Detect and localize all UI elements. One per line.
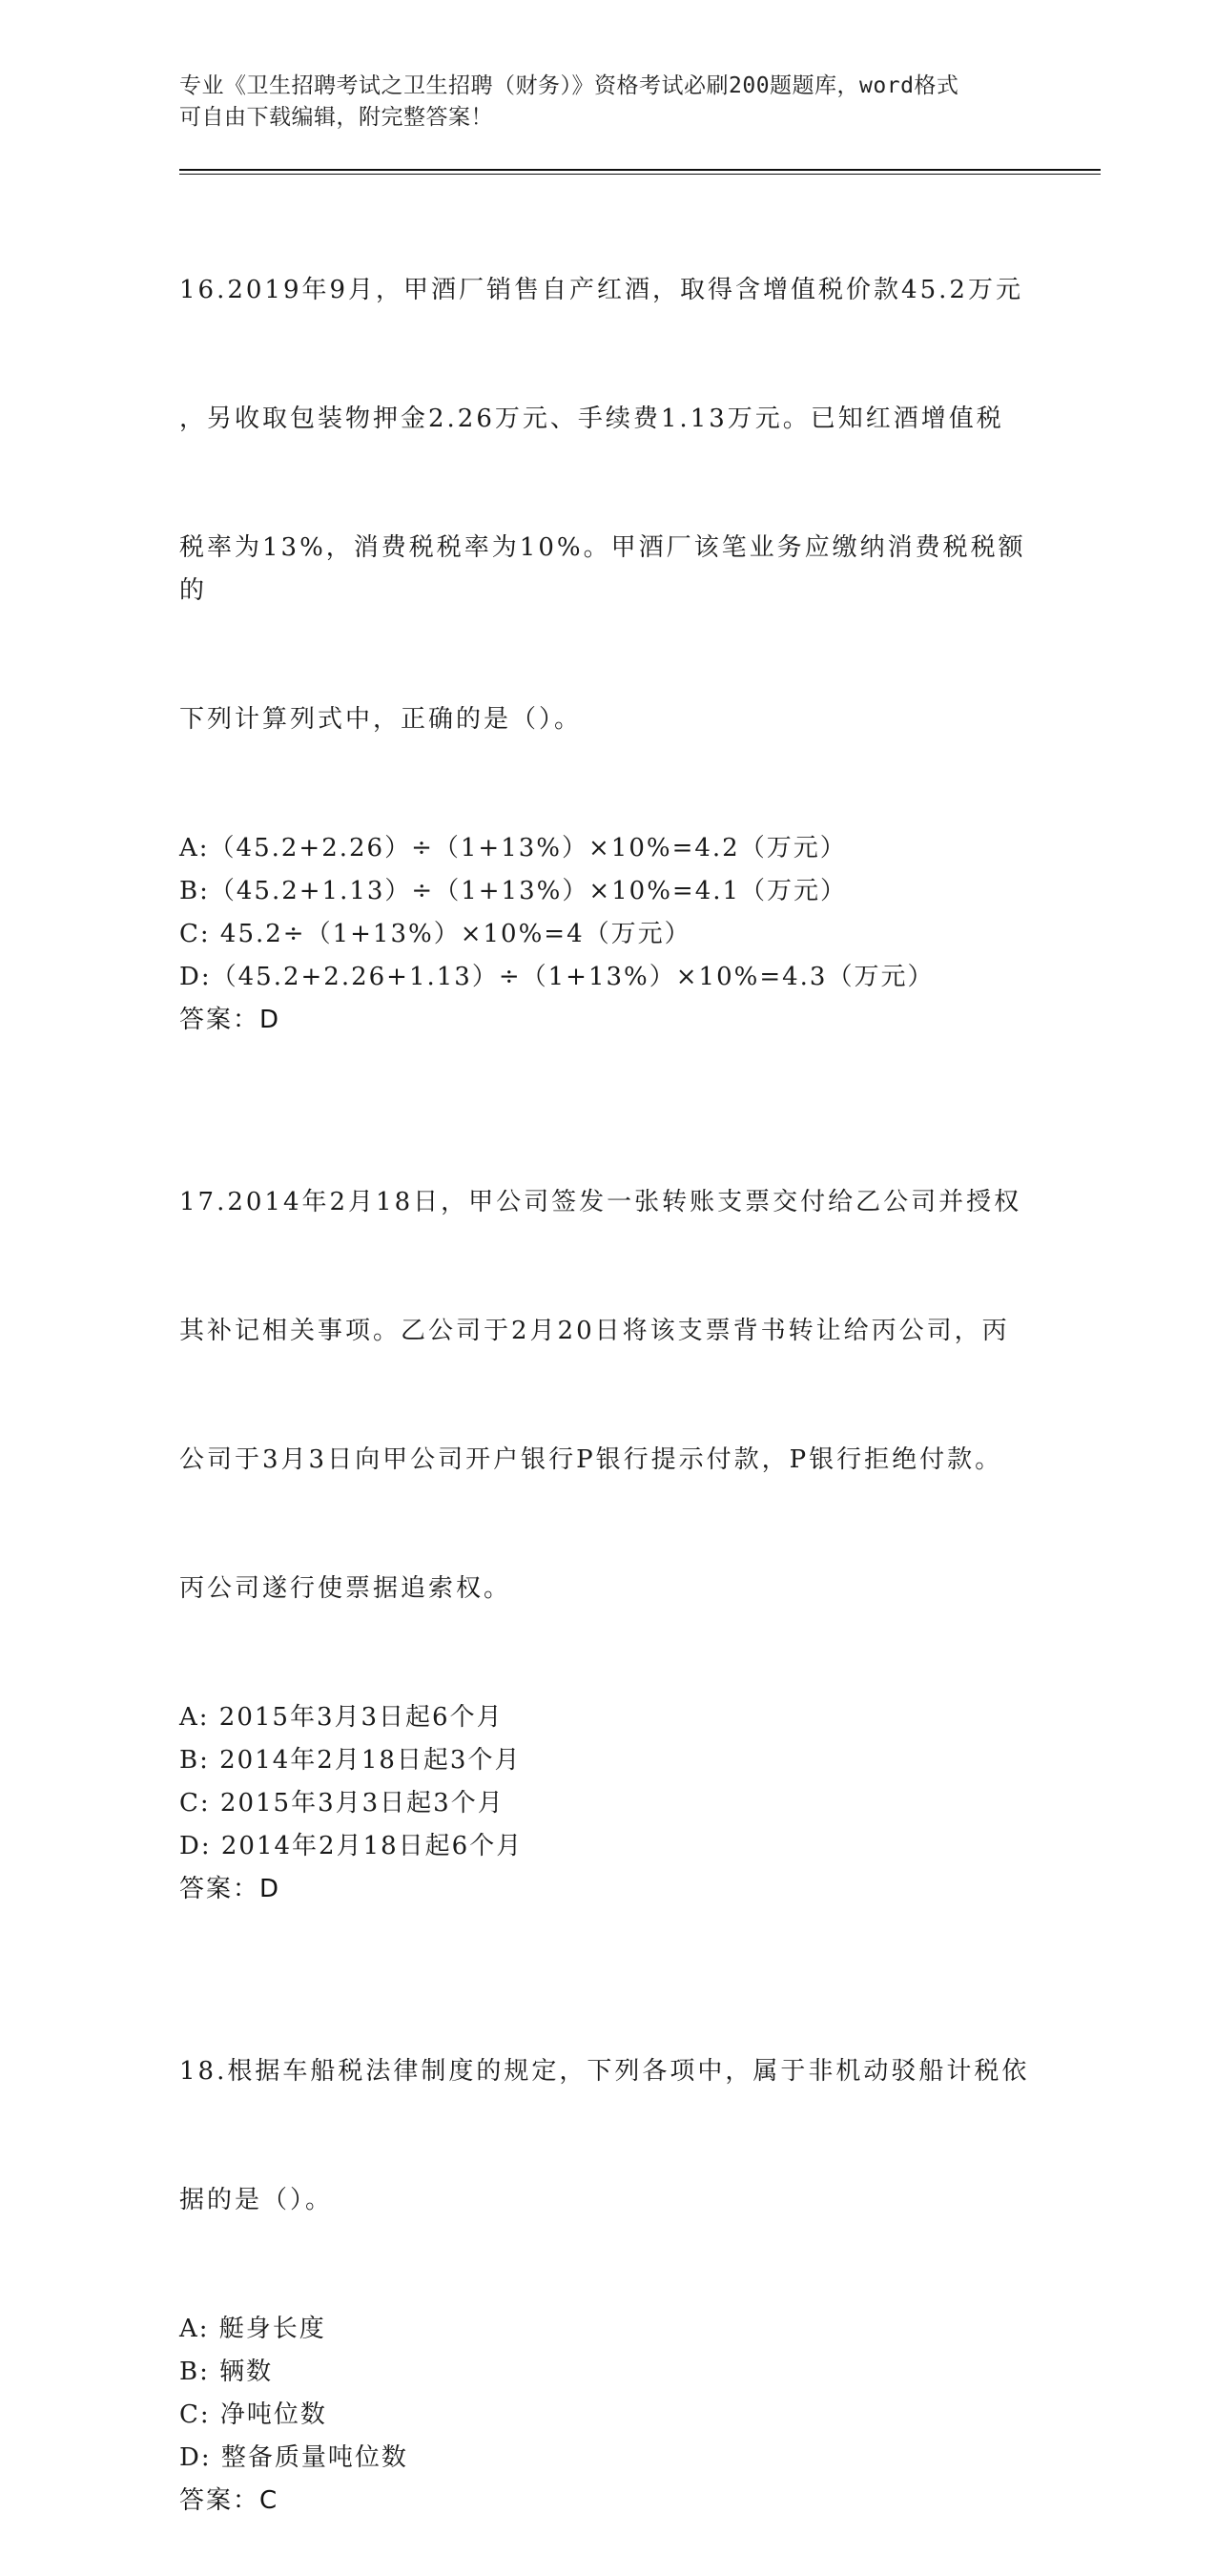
stem-line: 税率为13%，消费税税率为10%。甲酒厂该笔业务应缴纳消费税税额的: [179, 533, 1026, 605]
stem-line: 18.根据车船税法律制度的规定，下列各项中，属于非机动驳船计税依: [179, 2057, 1030, 2086]
stem-line: 据的是（）。: [179, 2186, 334, 2214]
question-stem: [179, 183, 1038, 827]
option-b: B: 2014年2月18日起3个月: [179, 1746, 522, 1775]
header-rule-thin: [179, 174, 1101, 175]
question-16: [179, 183, 1038, 1042]
header-line-1: 专业《卫生招聘考试之卫生招聘（财务）》资格考试必刷200题题库，word格式: [179, 73, 959, 98]
option-c: C: 净吨位数: [179, 2400, 327, 2429]
question-17: [179, 1095, 1038, 1911]
header-rule-thick: [179, 169, 1101, 171]
stem-line: 丙公司遂行使票据追索权。: [179, 1574, 512, 1603]
option-d: D: 2014年2月18日起6个月: [179, 1832, 524, 1860]
option-a: A: 艇身长度: [179, 2315, 326, 2343]
answer: 答案：D: [179, 1006, 281, 1034]
question-stem: [179, 1964, 1038, 2308]
option-a: A:（45.2+2.26）÷（1+13%）×10%=4.2（万元）: [179, 834, 847, 862]
question-list: [179, 183, 1038, 2576]
option-b: B:（45.2+1.13）÷（1+13%）×10%=4.1（万元）: [179, 877, 848, 905]
answer: 答案：C: [179, 2486, 279, 2515]
stem-line: 其补记相关事项。乙公司于2月20日将该支票背书转让给丙公司，丙: [179, 1317, 1010, 1345]
option-d: D:（45.2+2.26+1.13）÷（1+13%）×10%=4.3（万元）: [179, 963, 935, 991]
stem-line: ，另收取包装物押金2.26万元、手续费1.13万元。已知红酒增值税: [179, 405, 1004, 433]
question-stem: [179, 1095, 1038, 1696]
option-c: C: 2015年3月3日起3个月: [179, 1789, 505, 1818]
option-d: D: 整备质量吨位数: [179, 2443, 408, 2472]
stem-line: 17.2014年2月18日，甲公司签发一张转账支票交付给乙公司并授权: [179, 1188, 1022, 1216]
stem-line: 16.2019年9月，甲酒厂销售自产红酒，取得含增值税价款45.2万元: [179, 276, 1023, 304]
option-c: C: 45.2÷（1+13%）×10%=4（万元）: [179, 920, 691, 948]
option-a: A: 2015年3月3日起6个月: [179, 1703, 504, 1732]
stem-line: 公司于3月3日向甲公司开户银行P银行提示付款，P银行拒绝付款。: [179, 1445, 1003, 1474]
question-18: [179, 1964, 1038, 2523]
answer: 答案：D: [179, 1875, 281, 1903]
option-b: B: 辆数: [179, 2358, 274, 2386]
document-header: [179, 71, 1038, 134]
header-line-2: 可自由下载编辑，附完整答案！: [179, 105, 493, 130]
stem-line: 下列计算列式中，正确的是（）。: [179, 705, 583, 734]
